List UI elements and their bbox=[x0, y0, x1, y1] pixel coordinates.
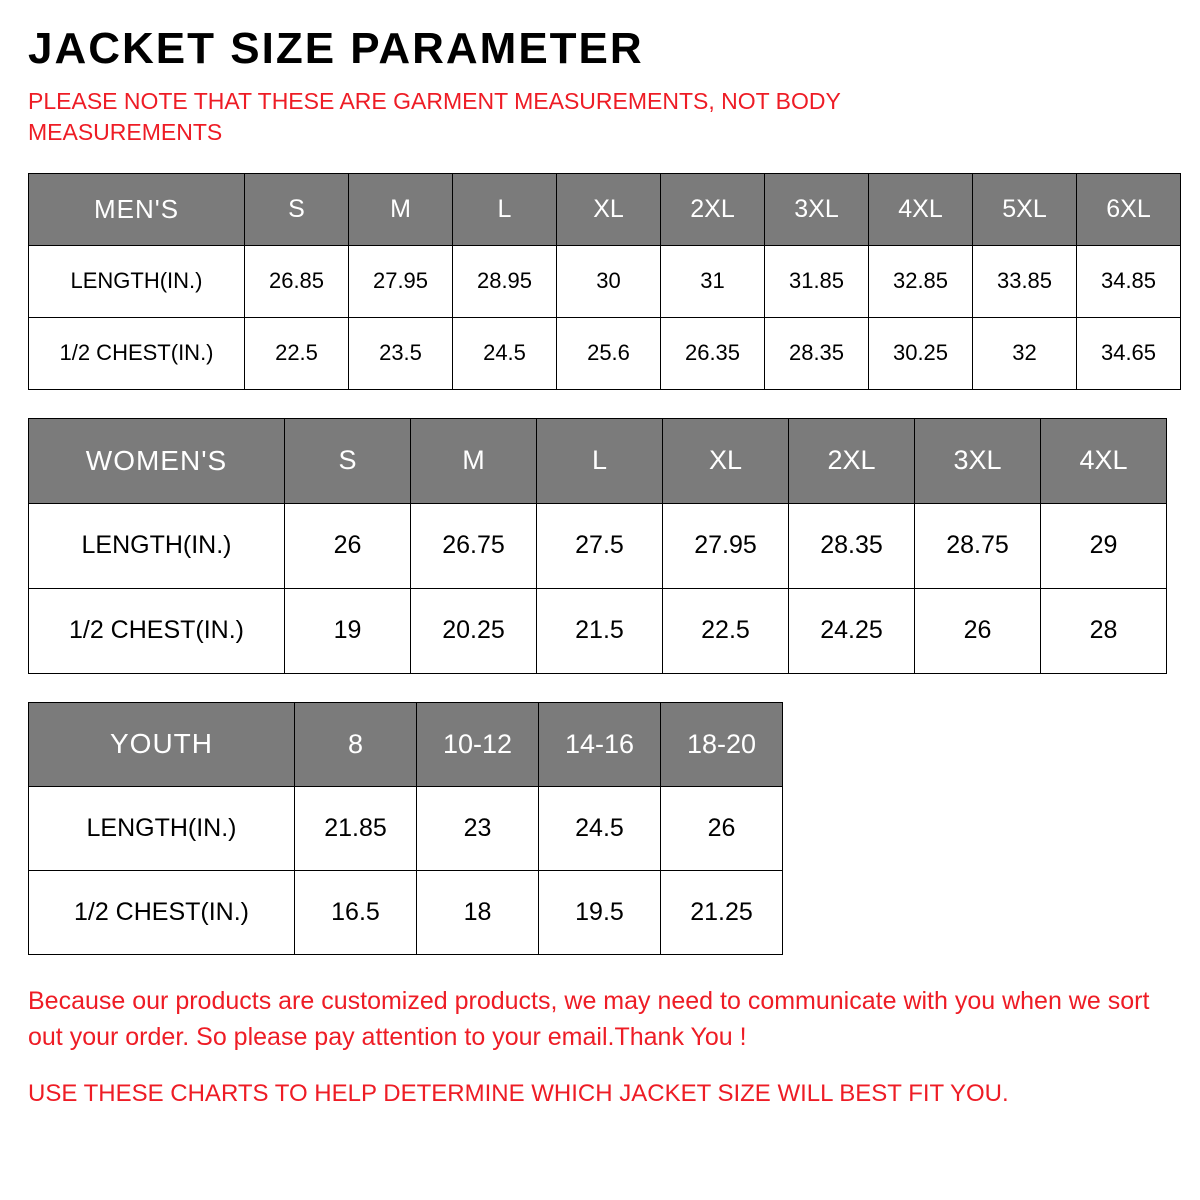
table-cell: 28 bbox=[1041, 588, 1167, 673]
womens-size-header: 4XL bbox=[1041, 418, 1167, 503]
table-cell: 26.85 bbox=[245, 245, 349, 317]
table-cell: 23.5 bbox=[349, 317, 453, 389]
youth-size-header: 8 bbox=[295, 702, 417, 786]
mens-size-table bbox=[28, 173, 1181, 390]
table-row bbox=[29, 245, 1181, 317]
row-label: LENGTH(IN.) bbox=[29, 245, 245, 317]
table-cell: 26 bbox=[661, 786, 783, 870]
table-cell: 16.5 bbox=[295, 870, 417, 954]
row-label: LENGTH(IN.) bbox=[29, 503, 285, 588]
table-cell: 24.5 bbox=[539, 786, 661, 870]
table-cell: 26 bbox=[285, 503, 411, 588]
table-cell: 27.95 bbox=[663, 503, 789, 588]
mens-size-header: XL bbox=[557, 173, 661, 245]
table-cell: 31 bbox=[661, 245, 765, 317]
measurement-note: PLEASE NOTE THAT THESE ARE GARMENT MEASUREMENTS, NOT BODY MEASUREMENTS bbox=[28, 88, 841, 145]
table-cell: 33.85 bbox=[973, 245, 1077, 317]
footer-note-charts: USE THESE CHARTS TO HELP DETERMINE WHICH JACKET SIZE WILL BEST FIT YOU. bbox=[28, 1080, 1009, 1108]
mens-table-label: MEN'S bbox=[29, 173, 245, 245]
mens-size-header: 6XL bbox=[1077, 173, 1181, 245]
youth-size-table bbox=[28, 702, 783, 955]
table-header-row bbox=[29, 418, 1167, 503]
youth-size-header: 18-20 bbox=[661, 702, 783, 786]
table-header-row bbox=[29, 173, 1181, 245]
table-cell: 20.25 bbox=[411, 588, 537, 673]
table-cell: 26 bbox=[915, 588, 1041, 673]
table-cell: 28.95 bbox=[453, 245, 557, 317]
womens-size-header: 2XL bbox=[789, 418, 915, 503]
youth-size-header: 10-12 bbox=[417, 702, 539, 786]
mens-size-header: 4XL bbox=[869, 173, 973, 245]
table-cell: 26.35 bbox=[661, 317, 765, 389]
table-cell: 27.95 bbox=[349, 245, 453, 317]
mens-size-header: M bbox=[349, 173, 453, 245]
table-row bbox=[29, 503, 1167, 588]
table-cell: 23 bbox=[417, 786, 539, 870]
table-cell: 28.35 bbox=[765, 317, 869, 389]
mens-size-header: 5XL bbox=[973, 173, 1077, 245]
table-cell: 28.75 bbox=[915, 503, 1041, 588]
table-cell: 25.6 bbox=[557, 317, 661, 389]
page-title: JACKET SIZE PARAMETER bbox=[28, 24, 644, 73]
table-cell: 19.5 bbox=[539, 870, 661, 954]
youth-table-label: YOUTH bbox=[29, 702, 295, 786]
table-cell: 24.25 bbox=[789, 588, 915, 673]
footer-note-customized: Because our products are customized products, we may need to communicate with you when we sort out your order. So please pay attention to your email.Thank You ! bbox=[28, 986, 1150, 1052]
table-header-row bbox=[29, 702, 783, 786]
table-cell: 24.5 bbox=[453, 317, 557, 389]
table-cell: 18 bbox=[417, 870, 539, 954]
table-row bbox=[29, 870, 783, 954]
table-cell: 34.65 bbox=[1077, 317, 1181, 389]
table-cell: 30.25 bbox=[869, 317, 973, 389]
womens-size-header: M bbox=[411, 418, 537, 503]
table-cell: 21.25 bbox=[661, 870, 783, 954]
table-cell: 21.85 bbox=[295, 786, 417, 870]
womens-size-header: 3XL bbox=[915, 418, 1041, 503]
row-label: 1/2 CHEST(IN.) bbox=[29, 317, 245, 389]
table-row bbox=[29, 317, 1181, 389]
row-label: 1/2 CHEST(IN.) bbox=[29, 588, 285, 673]
table-row bbox=[29, 588, 1167, 673]
table-cell: 26.75 bbox=[411, 503, 537, 588]
table-cell: 31.85 bbox=[765, 245, 869, 317]
table-cell: 22.5 bbox=[663, 588, 789, 673]
table-cell: 30 bbox=[557, 245, 661, 317]
womens-size-header: L bbox=[537, 418, 663, 503]
table-cell: 29 bbox=[1041, 503, 1167, 588]
table-cell: 34.85 bbox=[1077, 245, 1181, 317]
table-cell: 19 bbox=[285, 588, 411, 673]
mens-size-header: S bbox=[245, 173, 349, 245]
mens-size-header: 3XL bbox=[765, 173, 869, 245]
mens-size-header: 2XL bbox=[661, 173, 765, 245]
womens-size-header: S bbox=[285, 418, 411, 503]
mens-size-header: L bbox=[453, 173, 557, 245]
womens-table-label: WOMEN'S bbox=[29, 418, 285, 503]
table-cell: 27.5 bbox=[537, 503, 663, 588]
womens-size-header: XL bbox=[663, 418, 789, 503]
table-row bbox=[29, 786, 783, 870]
row-label: 1/2 CHEST(IN.) bbox=[29, 870, 295, 954]
table-cell: 32.85 bbox=[869, 245, 973, 317]
table-cell: 32 bbox=[973, 317, 1077, 389]
table-cell: 28.35 bbox=[789, 503, 915, 588]
table-cell: 21.5 bbox=[537, 588, 663, 673]
table-cell: 22.5 bbox=[245, 317, 349, 389]
row-label: LENGTH(IN.) bbox=[29, 786, 295, 870]
youth-size-header: 14-16 bbox=[539, 702, 661, 786]
womens-size-table bbox=[28, 418, 1167, 674]
